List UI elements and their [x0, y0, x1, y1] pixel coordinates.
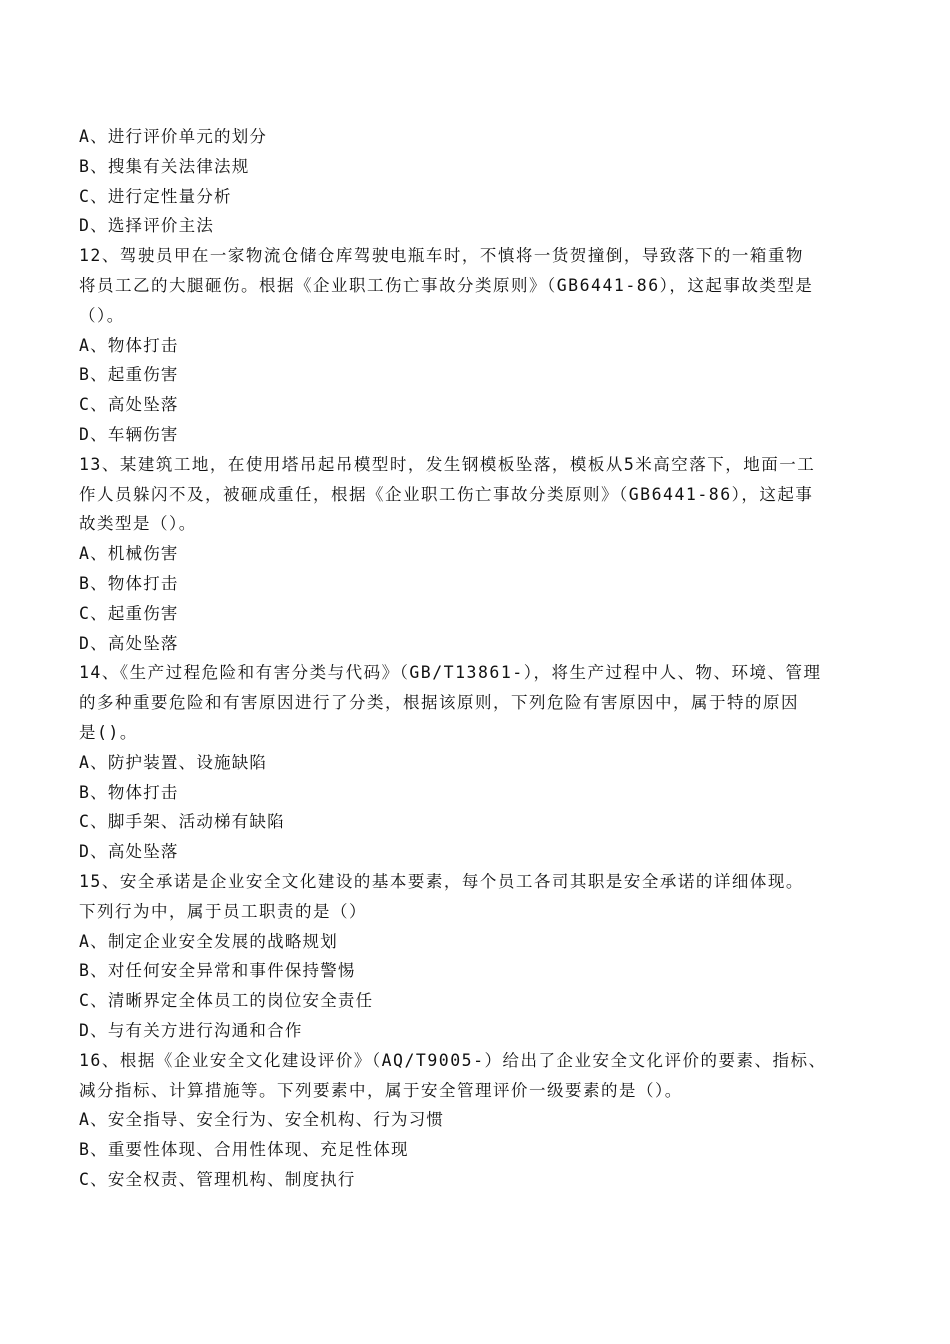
question-text-line: 减分指标、计算措施等。下列要素中，属于安全管理评价一级要素的是（）。 — [79, 1080, 683, 1100]
answer-option: A、防护装置、设施缺陷 — [79, 752, 268, 772]
answer-option: B、搜集有关法律法规 — [79, 156, 250, 176]
question-text-line: 故类型是（）。 — [79, 514, 197, 534]
answer-option: C、清晰界定全体员工的岗位安全责任 — [79, 991, 374, 1011]
question-text-line: 下列行为中，属于员工职责的是（） — [79, 901, 367, 921]
answer-option: D、高处坠落 — [79, 633, 179, 653]
answer-option: B、物体打击 — [79, 782, 179, 802]
answer-option: C、进行定性量分析 — [79, 186, 232, 206]
answer-option: C、脚手架、活动梯有缺陷 — [79, 812, 285, 832]
question-text-line: 将员工乙的大腿砸伤。根据《企业职工伤亡事故分类原则》（GB6441-86），这起事故类型是 — [79, 275, 814, 295]
answer-option: A、机械伤害 — [79, 544, 179, 564]
answer-option: A、安全指导、安全行为、安全机构、行为习惯 — [79, 1110, 445, 1130]
answer-option: D、车辆伤害 — [79, 424, 179, 444]
question-text-line: 12、驾驶员甲在一家物流仓储仓库驾驶电瓶车时，不慎将一货贺撞倒，导致落下的一箱重物 — [79, 246, 804, 266]
question-text-line: （）。 — [79, 305, 125, 325]
answer-option: C、起重伤害 — [79, 603, 179, 623]
answer-option: A、物体打击 — [79, 335, 179, 355]
question-text-line: 作人员躲闪不及，被砸成重任，根据《企业职工伤亡事故分类原则》（GB6441-86），这起事 — [79, 484, 814, 504]
question-text-line: 的多种重要危险和有害原因进行了分类，根据该原则，下列危险有害原因中，属于特的原因 — [79, 693, 799, 713]
question-text-line: 是()。 — [79, 722, 138, 742]
question-text-line: 15、安全承诺是企业安全文化建设的基本要素，每个员工各司其职是安全承诺的详细体现。 — [79, 871, 804, 891]
answer-option: C、高处坠落 — [79, 395, 179, 415]
question-text-line: 14、《生产过程危险和有害分类与代码》（GB/T13861-），将生产过程中人、物、环境、管理 — [79, 663, 822, 683]
answer-option: B、重要性体现、合用性体现、充足性体现 — [79, 1140, 409, 1160]
question-text-line: 13、某建筑工地，在使用塔吊起吊模型时，发生钢模板坠落，模板从5米高空落下，地面一工 — [79, 454, 816, 474]
answer-option: D、与有关方进行沟通和合作 — [79, 1020, 303, 1040]
answer-option: B、物体打击 — [79, 573, 179, 593]
answer-option: A、进行评价单元的划分 — [79, 127, 268, 146]
answer-option: D、选择评价主法 — [79, 216, 215, 236]
document-page — [79, 122, 869, 1195]
answer-option: D、高处坠落 — [79, 842, 179, 862]
answer-option: A、制定企业安全发展的战略规划 — [79, 931, 338, 951]
answer-option: B、对任何安全异常和事件保持警惕 — [79, 961, 356, 981]
question-text-line: 16、根据《企业安全文化建设评价》（AQ/T9005-）给出了企业安全文化评价的要素、指标、 — [79, 1050, 827, 1070]
answer-option: C、安全权责、管理机构、制度执行 — [79, 1169, 356, 1189]
answer-option: B、起重伤害 — [79, 365, 179, 385]
